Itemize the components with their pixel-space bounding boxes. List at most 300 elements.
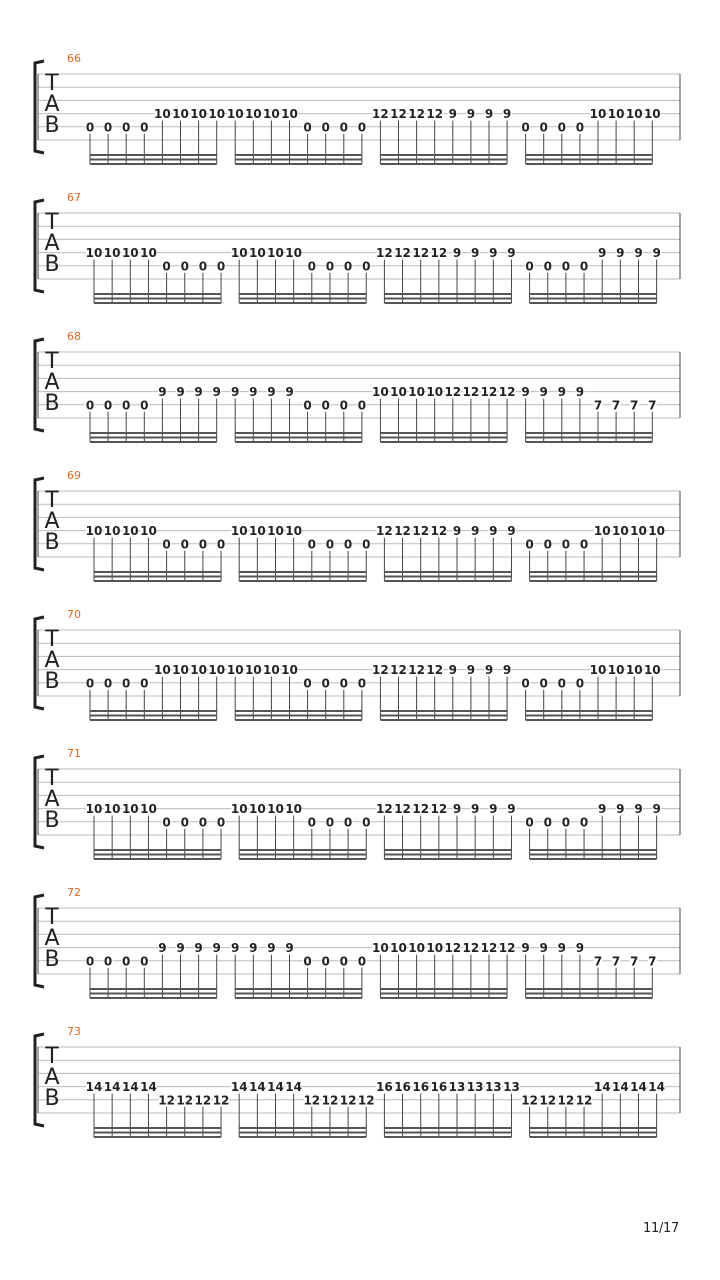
fret-number: 0 (180, 815, 189, 830)
note-beam (235, 437, 362, 439)
note-beam (94, 298, 221, 300)
tab-clef-letter: A (44, 231, 60, 256)
fret-number: 0 (216, 815, 226, 830)
fret-number: 7 (593, 954, 603, 969)
fret-number: 9 (231, 385, 240, 400)
fret-number: 12 (376, 524, 393, 539)
fret-number: 13 (466, 1080, 484, 1095)
note-beam (239, 298, 366, 300)
fret-number: 9 (502, 107, 512, 122)
fret-number: 9 (212, 385, 221, 400)
note-beam (384, 576, 511, 578)
fret-number: 16 (394, 1080, 411, 1095)
fret-number: 9 (507, 246, 516, 261)
fret-number: 9 (448, 663, 457, 678)
note-beam (530, 302, 657, 304)
fret-number: 9 (212, 941, 221, 956)
note-beam (239, 302, 366, 304)
note-beam (530, 1136, 657, 1138)
note-beam (526, 715, 653, 717)
fret-number: 10 (408, 385, 425, 400)
note-beam (90, 993, 217, 995)
fret-number: 0 (362, 815, 371, 830)
note-beam (94, 1127, 221, 1129)
note-beam (380, 715, 507, 717)
fret-number: 0 (85, 120, 95, 135)
fret-number: 9 (194, 385, 203, 400)
tab-clef-letter: B (44, 1086, 60, 1111)
note-beam (530, 576, 657, 578)
fret-number: 10 (226, 663, 244, 678)
fret-number: 12 (394, 802, 411, 817)
fret-number: 10 (607, 663, 625, 678)
fret-number: 10 (208, 663, 226, 678)
fret-number: 0 (543, 259, 552, 274)
fret-number: 0 (162, 815, 171, 830)
note-beam (384, 298, 511, 300)
fret-number: 12 (412, 524, 430, 539)
fret-number: 10 (190, 107, 207, 122)
measure-number: 71 (67, 747, 81, 760)
note-beam (526, 997, 653, 999)
fret-number: 10 (426, 385, 444, 400)
note-beam (94, 302, 221, 304)
fret-number: 9 (484, 107, 494, 122)
fret-number: 10 (244, 663, 262, 678)
note-beam (235, 715, 362, 717)
fret-number: 0 (140, 676, 149, 691)
note-beam (530, 1132, 657, 1134)
fret-number: 0 (557, 676, 566, 691)
note-beam (235, 154, 362, 156)
fret-number: 10 (190, 663, 207, 678)
note-beam (526, 159, 653, 161)
fret-number: 10 (208, 107, 226, 122)
fret-number: 0 (325, 259, 335, 274)
fret-number: 0 (343, 259, 353, 274)
note-beam (530, 293, 657, 295)
fret-number: 9 (176, 941, 185, 956)
fret-number: 10 (390, 941, 407, 956)
fret-number: 9 (539, 385, 548, 400)
fret-number: 9 (470, 524, 480, 539)
system-bracket (35, 617, 44, 709)
fret-number: 10 (281, 663, 298, 678)
fret-number: 12 (444, 941, 462, 956)
fret-number: 0 (525, 259, 534, 274)
tab-system (35, 608, 680, 721)
note-beam (239, 1132, 366, 1134)
fret-number: 12 (394, 524, 411, 539)
fret-number: 0 (362, 537, 371, 552)
note-beam (384, 1132, 511, 1134)
fret-number: 0 (122, 676, 131, 691)
note-beam (526, 993, 653, 995)
note-beam (526, 719, 653, 721)
fret-number: 0 (180, 259, 189, 274)
fret-number: 7 (611, 954, 621, 969)
fret-number: 9 (489, 246, 498, 261)
fret-number: 0 (343, 815, 353, 830)
fret-number: 9 (452, 524, 462, 539)
fret-number: 10 (103, 524, 121, 539)
fret-number: 10 (285, 802, 303, 817)
system-bracket (35, 200, 44, 292)
tab-clef-letter: A (44, 648, 60, 673)
fret-number: 0 (339, 954, 348, 969)
measure-number: 73 (67, 1025, 81, 1038)
fret-number: 12 (394, 246, 411, 261)
fret-number: 0 (579, 815, 589, 830)
note-beam (384, 302, 511, 304)
fret-number: 12 (194, 1093, 212, 1108)
note-beam (235, 997, 362, 999)
fret-number: 0 (543, 815, 552, 830)
fret-number: 0 (122, 954, 131, 969)
fret-number: 0 (303, 954, 312, 969)
note-beam (235, 993, 362, 995)
fret-number: 14 (611, 1080, 629, 1095)
fret-number: 0 (198, 537, 208, 552)
fret-number: 10 (593, 524, 611, 539)
fret-number: 9 (575, 941, 585, 956)
fret-number: 0 (303, 676, 312, 691)
fret-number: 14 (648, 1080, 666, 1095)
fret-number: 0 (539, 120, 548, 135)
note-beam (239, 1136, 366, 1138)
fret-number: 12 (376, 802, 393, 817)
fret-number: 0 (103, 398, 113, 413)
fret-number: 0 (525, 537, 534, 552)
fret-number: 9 (484, 663, 494, 678)
fret-number: 14 (593, 1080, 611, 1095)
fret-number: 10 (85, 802, 103, 817)
fret-number: 10 (625, 663, 643, 678)
fret-number: 7 (593, 398, 603, 413)
fret-number: 7 (611, 398, 621, 413)
note-beam (90, 432, 217, 434)
note-beam (239, 571, 366, 573)
fret-number: 9 (557, 385, 566, 400)
fret-number: 12 (390, 107, 407, 122)
fret-number: 0 (85, 954, 95, 969)
tab-clef-letter: B (44, 669, 60, 694)
fret-number: 10 (154, 107, 171, 122)
note-beam (384, 571, 511, 573)
fret-number: 9 (507, 524, 516, 539)
note-beam (530, 298, 657, 300)
note-beam (239, 576, 366, 578)
fret-number: 9 (539, 941, 548, 956)
fret-number: 9 (598, 802, 607, 817)
fret-number: 12 (521, 1093, 538, 1108)
fret-number: 10 (625, 107, 643, 122)
note-beam (90, 437, 217, 439)
fret-number: 10 (121, 802, 139, 817)
fret-number: 10 (390, 385, 407, 400)
note-beam (526, 154, 653, 156)
fret-number: 14 (140, 1080, 157, 1095)
fret-number: 14 (285, 1080, 303, 1095)
fret-number: 12 (412, 802, 430, 817)
fret-number: 10 (140, 524, 157, 539)
fret-number: 0 (521, 676, 530, 691)
fret-number: 0 (543, 537, 552, 552)
note-beam (380, 159, 507, 161)
fret-number: 9 (507, 802, 516, 817)
note-beam (530, 854, 657, 856)
note-beam (384, 293, 511, 295)
note-beam (90, 715, 217, 717)
fret-number: 9 (616, 246, 625, 261)
fret-number: 0 (216, 259, 226, 274)
fret-number: 0 (198, 259, 208, 274)
fret-number: 12 (498, 385, 516, 400)
fret-number: 10 (372, 941, 389, 956)
fret-number: 9 (285, 941, 294, 956)
note-beam (530, 571, 657, 573)
fret-number: 12 (390, 663, 407, 678)
fret-number: 9 (158, 385, 167, 400)
fret-number: 9 (267, 385, 276, 400)
tab-system (35, 886, 680, 999)
fret-number: 14 (103, 1080, 121, 1095)
tab-system (35, 747, 680, 860)
fret-number: 0 (140, 120, 149, 135)
fret-number: 10 (263, 107, 280, 122)
fret-number: 10 (267, 246, 284, 261)
note-beam (384, 858, 511, 860)
fret-number: 0 (162, 259, 171, 274)
fret-number: 12 (376, 246, 393, 261)
fret-number: 12 (575, 1093, 593, 1108)
fret-number: 10 (172, 107, 189, 122)
note-beam (94, 293, 221, 295)
fret-number: 10 (263, 663, 280, 678)
fret-number: 9 (470, 802, 480, 817)
fret-number: 12 (498, 941, 516, 956)
fret-number: 12 (426, 107, 444, 122)
note-beam (94, 571, 221, 573)
fret-number: 14 (121, 1080, 139, 1095)
note-beam (526, 437, 653, 439)
fret-number: 12 (412, 246, 430, 261)
note-beam (380, 997, 507, 999)
fret-number: 10 (248, 524, 266, 539)
fret-number: 10 (248, 802, 266, 817)
fret-number: 0 (343, 537, 353, 552)
fret-number: 10 (103, 246, 121, 261)
fret-number: 9 (652, 246, 661, 261)
fret-number: 10 (230, 524, 248, 539)
tab-system (35, 52, 680, 165)
note-beam (235, 432, 362, 434)
note-beam (235, 710, 362, 712)
fret-number: 0 (303, 398, 312, 413)
fret-number: 10 (643, 107, 661, 122)
measure-number: 72 (67, 886, 81, 899)
note-beam (239, 854, 366, 856)
tab-clef-letter: A (44, 509, 60, 534)
fret-number: 9 (575, 385, 585, 400)
fret-number: 12 (539, 1093, 557, 1108)
note-beam (94, 849, 221, 851)
fret-number: 0 (362, 259, 371, 274)
fret-number: 0 (321, 398, 330, 413)
fret-number: 9 (452, 246, 462, 261)
tab-clef-letter: T (45, 210, 59, 235)
tab-clef-letter: T (45, 1044, 59, 1069)
note-beam (94, 1136, 221, 1138)
note-beam (380, 441, 507, 443)
measure-number: 69 (67, 469, 81, 482)
fret-number: 10 (226, 107, 244, 122)
fret-number: 0 (140, 398, 149, 413)
tab-system (35, 469, 680, 582)
fret-number: 9 (231, 941, 240, 956)
fret-number: 9 (502, 663, 512, 678)
system-bracket (35, 339, 44, 431)
tab-clef-letter: T (45, 905, 59, 930)
fret-number: 10 (85, 246, 103, 261)
system-bracket (35, 895, 44, 987)
note-beam (530, 580, 657, 582)
fret-number: 14 (248, 1080, 266, 1095)
fret-number: 10 (607, 107, 625, 122)
fret-number: 9 (452, 802, 462, 817)
fret-number: 12 (339, 1093, 357, 1108)
tab-clef-letter: T (45, 488, 59, 513)
fret-number: 0 (303, 120, 312, 135)
tab-clef-letter: B (44, 113, 60, 138)
fret-number: 0 (557, 120, 566, 135)
fret-number: 9 (521, 385, 530, 400)
note-beam (380, 719, 507, 721)
note-beam (235, 719, 362, 721)
fret-number: 10 (85, 524, 103, 539)
fret-number: 9 (448, 107, 457, 122)
fret-number: 10 (611, 524, 629, 539)
fret-number: 12 (321, 1093, 339, 1108)
system-bracket (35, 478, 44, 570)
tab-clef-letter: A (44, 926, 60, 951)
note-beam (380, 710, 507, 712)
fret-number: 12 (408, 663, 425, 678)
note-beam (239, 580, 366, 582)
fret-number: 0 (357, 676, 367, 691)
fret-number: 10 (230, 246, 248, 261)
note-beam (384, 1127, 511, 1129)
fret-number: 10 (589, 107, 607, 122)
fret-number: 10 (244, 107, 262, 122)
fret-number: 7 (648, 954, 657, 969)
fret-number: 10 (630, 524, 647, 539)
note-beam (94, 1132, 221, 1134)
fret-number: 10 (643, 663, 661, 678)
fret-number: 0 (103, 120, 113, 135)
note-beam (530, 1127, 657, 1129)
note-beam (380, 432, 507, 434)
note-beam (380, 154, 507, 156)
fret-number: 0 (539, 676, 548, 691)
measure-number: 70 (67, 608, 81, 621)
fret-number: 0 (339, 676, 348, 691)
fret-number: 7 (630, 954, 639, 969)
system-bracket (35, 1034, 44, 1126)
tab-clef-letter: B (44, 808, 60, 833)
system-bracket (35, 61, 44, 153)
tab-clef-letter: A (44, 92, 60, 117)
fret-number: 0 (339, 120, 348, 135)
fret-number: 10 (408, 941, 425, 956)
tab-clef-letter: T (45, 766, 59, 791)
note-beam (526, 988, 653, 990)
fret-number: 12 (212, 1093, 230, 1108)
fret-number: 0 (321, 954, 330, 969)
fret-number: 0 (321, 120, 330, 135)
fret-number: 9 (616, 802, 625, 817)
fret-number: 10 (140, 246, 157, 261)
fret-number: 0 (216, 537, 226, 552)
tab-clef-letter: T (45, 627, 59, 652)
fret-number: 9 (489, 802, 498, 817)
note-beam (380, 163, 507, 165)
fret-number: 0 (122, 120, 131, 135)
tab-clef-letter: T (45, 71, 59, 96)
fret-number: 12 (357, 1093, 375, 1108)
note-beam (90, 988, 217, 990)
note-beam (94, 580, 221, 582)
note-beam (94, 854, 221, 856)
fret-number: 9 (521, 941, 530, 956)
fret-number: 7 (648, 398, 657, 413)
tab-clef-letter: A (44, 787, 60, 812)
fret-number: 12 (372, 663, 389, 678)
fret-number: 0 (307, 537, 316, 552)
fret-number: 12 (462, 385, 480, 400)
fret-number: 9 (158, 941, 167, 956)
note-beam (526, 710, 653, 712)
fret-number: 10 (230, 802, 248, 817)
measure-number: 68 (67, 330, 81, 343)
note-beam (380, 988, 507, 990)
fret-number: 0 (140, 954, 149, 969)
fret-number: 0 (307, 815, 316, 830)
fret-number: 0 (521, 120, 530, 135)
note-beam (530, 849, 657, 851)
fret-number: 12 (176, 1093, 194, 1108)
fret-number: 0 (575, 120, 585, 135)
measure-number: 66 (67, 52, 81, 65)
note-beam (90, 441, 217, 443)
fret-number: 9 (466, 663, 476, 678)
fret-number: 10 (426, 941, 444, 956)
fret-number: 0 (85, 676, 95, 691)
fret-number: 14 (85, 1080, 103, 1095)
note-beam (384, 580, 511, 582)
note-beam (90, 719, 217, 721)
fret-number: 0 (162, 537, 171, 552)
fret-number: 14 (267, 1080, 284, 1095)
fret-number: 10 (589, 663, 607, 678)
fret-number: 14 (230, 1080, 248, 1095)
fret-number: 10 (267, 802, 284, 817)
fret-number: 12 (444, 385, 462, 400)
fret-number: 9 (267, 941, 276, 956)
fret-number: 0 (357, 398, 367, 413)
fret-number: 0 (307, 259, 316, 274)
note-beam (90, 710, 217, 712)
